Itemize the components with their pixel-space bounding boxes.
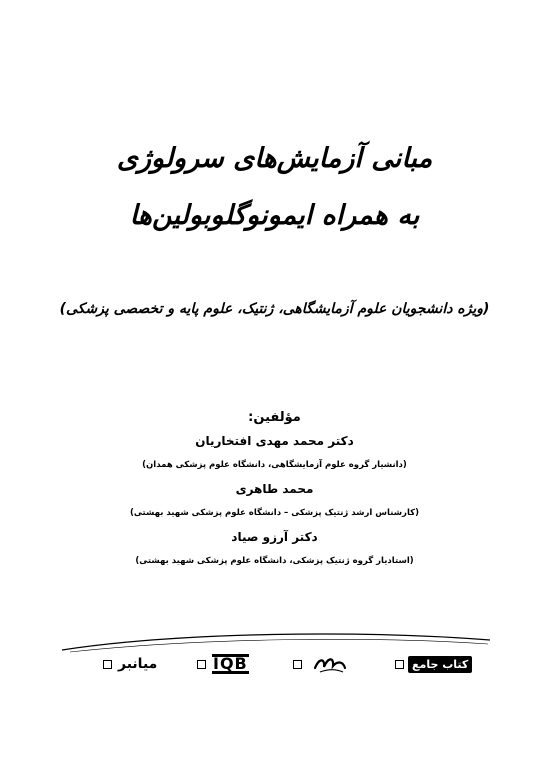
mianbor-logo: میانبر (118, 656, 158, 672)
author-name: دکتر آرزو صیاد (231, 530, 318, 544)
author-affiliation: (دانشیار گروه علوم آزمایشگاهی، دانشگاه علوم پزشکی همدان) (142, 460, 407, 470)
publisher-ketabjame (395, 652, 472, 676)
checkbox-square-icon (197, 660, 206, 669)
publisher-logos (95, 652, 485, 676)
book-title-line-1: مبانی آزمایش‌های سرولوژی (116, 143, 433, 174)
decorative-curve (60, 628, 492, 654)
author-name: محمد طاهری (235, 482, 314, 496)
bostan-calligraphy-logo-icon (312, 653, 348, 675)
author-name: دکتر محمد مهدی افتخاریان (195, 434, 354, 448)
publisher-mianbor (103, 652, 157, 676)
author-affiliation: (استادیار گروه ژنتیک پزشکی، دانشگاه علوم پزشکی شهید بهشتی) (135, 556, 414, 566)
ketabjame-logo: کتاب جامع (408, 656, 472, 673)
author-affiliation: (کارشناس ارشد ژنتیک پزشکی – دانشگاه علوم پزشکی شهید بهشتی) (130, 508, 419, 518)
checkbox-square-icon (293, 660, 302, 669)
publisher-iqb (197, 652, 249, 676)
checkbox-square-icon (395, 660, 404, 669)
publisher-bostan (293, 652, 348, 676)
book-subtitle: (ویژه دانشجویان علوم آزمایشگاهی، ژنتیک، علوم پایه و تخصصی پزشکی) (59, 301, 490, 317)
authors-block (0, 407, 549, 573)
authors-heading: مؤلفین: (248, 410, 301, 425)
iqb-logo: IQB (213, 654, 248, 673)
book-title-line-2: به همراه ایمونوگلوبولین‌ها (129, 200, 420, 231)
checkbox-square-icon (103, 660, 112, 669)
